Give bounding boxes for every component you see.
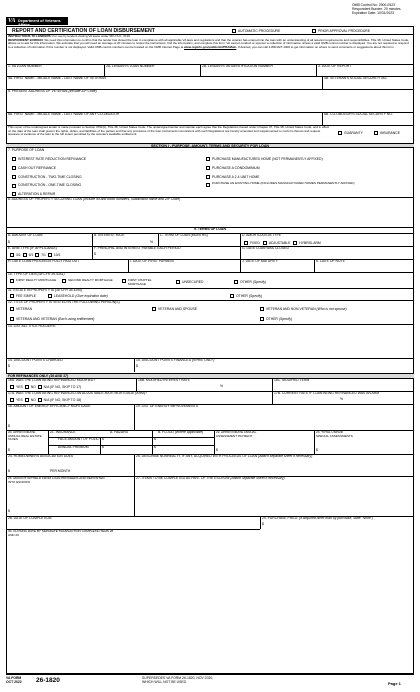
estate-other-checkbox[interactable] xyxy=(230,294,234,298)
purpose-existing-home-label: PURCHASE AN EXISTING HOME (INCLUDES MANUFACTURED HOMES PERMANENTLY AFFIXED) xyxy=(212,181,355,185)
estate-other-label: OTHER xyxy=(236,293,248,298)
terms-of-loan-label: 9. TERMS OF LOAN xyxy=(194,227,226,231)
purpose-manufactured[interactable] xyxy=(206,155,323,164)
page-number: Page 1 xyxy=(388,681,401,686)
hoa-dues-label: 24. HOMEOWNERS ASSOCIATION DUES xyxy=(8,454,74,458)
loan-modified-options xyxy=(10,385,81,390)
form-number: 26-1820 xyxy=(36,677,60,684)
form-label: VA FORM xyxy=(6,676,22,680)
vested-nonveteran-note: (Who is not spouse) xyxy=(316,306,347,311)
burden-text: We need this information to confirm that the lender has closed the loan in compliance with all applicable VA laws and regulations and that the veteran has entered into the loan with an understanding of all relevant requirements and responsibilities. Title 38, United States Code, allows us to ask for this information. We estimate that you will need an average of 20 minutes to review the instructions, find the information, and complete this form. VA cannot conduct or sponsor a collection of information unless a valid OMB control number is displayed. You are not required to respond to a collection of information if this number is not displayed. Valid OMB control numbers can be located on the OMB Internet Page at xyxy=(8,37,410,49)
prior-approval-option[interactable] xyxy=(312,29,370,34)
lien-other-label: OTHER xyxy=(240,279,252,284)
purpose-condo[interactable] xyxy=(206,164,323,173)
arm-type-label xyxy=(8,247,57,251)
purpose-existing-home[interactable] xyxy=(206,182,356,187)
supersedes-note xyxy=(142,676,213,685)
points-financed-note: (IRRRL ONLY) xyxy=(192,358,215,362)
certification-text: This report of the undersigned lender is made pursuant to Section 3702(c), Title 38, United States Code. The undersigned lender and veteran each agree that the Regulations issued under Chapter 37, Title 38, United States Code, and in effect on the date of the loan shall govern the rights, duties, and liabilities of the parties and that any provisions of the loan instruments inconsistent with such Regulations are hereby amended and supplemented to conform thereto and request issuance of evidence of the loan to the full extent permitted by the veteran's available entitlement. xyxy=(8,125,330,137)
hazard-label: A. HAZARD xyxy=(110,430,129,434)
taxes-dollar: $ xyxy=(8,448,10,452)
estate-text: 11. ESTATE IN PROPERTY IS xyxy=(8,288,55,292)
form-id xyxy=(6,676,22,684)
adjustable-label: ADJUSTABLE xyxy=(268,240,291,245)
omb-link[interactable]: www.reginfo.gov/public/do/PRAMain xyxy=(184,44,237,49)
title-holders-label: 13. LIST ALL TITLE HOLDERS: xyxy=(8,324,56,328)
date-loan-closed-label: G. DATE LOAN WAS CLOSED xyxy=(242,246,289,250)
form-frame xyxy=(6,26,414,674)
interest-rate-label: B. INTEREST RATE xyxy=(94,233,125,237)
refinances-note: (16 AND 17) xyxy=(49,374,68,378)
interest-rate-percent: % xyxy=(150,240,154,244)
lien-unsecured-checkbox[interactable] xyxy=(176,280,180,284)
estate-note: (38 CFR 36.4350) xyxy=(55,288,83,292)
prior-approval-label: PRIOR APPROVAL PROCEDURE xyxy=(318,28,371,33)
amount-dollar-sign: $ xyxy=(8,240,10,244)
lien-other[interactable] xyxy=(234,280,266,285)
purpose-two-time[interactable] xyxy=(12,173,86,182)
burden-heading: RESPONDENT BURDEN: xyxy=(8,37,44,42)
escrow-dollar: $ xyxy=(8,509,10,513)
insurance-option[interactable] xyxy=(374,131,400,136)
supersedes-text: SUPERSEDES VA FORM 26-1820, NOV 2020, xyxy=(142,676,214,680)
vested-veteran-label: VETERAN xyxy=(16,306,33,311)
purpose-of-loan-label: 7. PURPOSE OF LOAN xyxy=(8,148,45,152)
estate-fee-simple[interactable] xyxy=(10,294,36,299)
modified-yes-label: YES xyxy=(16,384,23,389)
date-of-report-label: 3. DATE OF REPORT xyxy=(318,64,352,68)
title-vested-label: 12. TITLE OF PROPERTY IS VESTED IN THE FOLLOWING PERSON(S) xyxy=(8,300,120,304)
vested-other-specify: (Specify) xyxy=(278,316,293,321)
refi-arm-yes-label: YES xyxy=(16,397,23,402)
purpose-cash-out-checkbox[interactable] xyxy=(12,166,16,170)
lien-first-realty-label: FIRST REALTY MORTGAGE xyxy=(16,278,57,282)
omb-control-number: OMB Control No. 2900-0523 xyxy=(352,3,395,7)
date-of-note-label: K. DATE OF NOTE xyxy=(316,259,345,263)
lien-type-label xyxy=(8,273,65,277)
veteran-address-note: (Include ZIP Code) xyxy=(68,89,97,93)
veteran-ssn-label: 4B. VETERAN'S SOCIAL SECURITY NO. xyxy=(324,76,388,80)
prior-approval-checkbox[interactable] xyxy=(312,29,316,33)
nonrealty-note: (Attach separate sheet if necessary) xyxy=(258,454,313,458)
modified-no-label: NO xyxy=(30,384,36,389)
vested-other-checkbox[interactable] xyxy=(260,317,264,321)
property-address-note: (Include lot and block numbers, subdivision name and ZIP Code) xyxy=(83,197,181,201)
vested-other[interactable] xyxy=(260,317,292,322)
purpose-irrrl[interactable] xyxy=(12,155,86,164)
refi-current-rate-label: 17B. CURRENT RATE IF LOAN BEING REFINANCED WAS AN ARM xyxy=(274,391,380,395)
purpose-existing-home-checkbox[interactable] xyxy=(206,183,210,187)
fee-simple-checkbox[interactable] xyxy=(10,294,14,298)
purpose-irrrl-checkbox[interactable] xyxy=(12,157,16,161)
leasehold-note: (Give expiration date) xyxy=(75,293,108,298)
annual-premium-label: ANNUAL PREMIUM xyxy=(58,445,89,449)
instructions-text: For use by lenders closing VA loans under 38 U.S.C. 3710. xyxy=(52,34,131,38)
lien-type-text: 10. TYPE OF LIEN xyxy=(8,272,37,276)
per-month-label: PER MONTH xyxy=(50,469,71,473)
lien-unsecured-label: UNSECURED xyxy=(182,279,204,284)
lien-first-chattel-checkbox[interactable] xyxy=(122,279,126,283)
insurance-checkbox[interactable] xyxy=(374,131,378,135)
amortization-options xyxy=(244,241,321,246)
refi-arm-yes-checkbox[interactable] xyxy=(10,398,14,402)
refi-arm-label: 17A. WAS THE LOAN BEING REFINANCED AN ADJUSTABLE-RATE MORTGAGE (ARM)? xyxy=(8,391,147,395)
refi-arm-no-checkbox[interactable] xyxy=(25,398,29,402)
modified-yes-checkbox[interactable] xyxy=(10,385,14,389)
adjustable-checkbox[interactable] xyxy=(263,241,267,245)
energy-mortgage-dollar: $ xyxy=(8,424,10,428)
guaranty-option[interactable] xyxy=(338,131,363,136)
energy-mortgage-label: 18. AMOUNT OF ENERGY EFFICIENCY MORTGAGE xyxy=(8,404,91,408)
amount-of-loan-label: A. AMOUNT OF LOAN xyxy=(8,233,43,237)
veteran-address-label xyxy=(8,90,97,94)
special-assessments-dollar: $ xyxy=(316,448,318,452)
hoa-dues-dollar: $ xyxy=(8,469,10,473)
unused-text: WHICH WILL NOT BE USED. xyxy=(142,680,188,685)
co-obligor-ssn-label: 6B. CO-OBLIGOR'S SOCIAL SECURITY NO. xyxy=(324,112,393,116)
purpose-left-list xyxy=(12,155,86,199)
arm-type-text: E. ARM TYPE xyxy=(8,246,30,250)
flood-label xyxy=(158,431,203,435)
purpose-one-time-label: CONSTRUCTION - ONE-TIME CLOSING xyxy=(18,183,82,188)
purpose-condo-label: PURCHASE A CONDOMINIUM xyxy=(212,165,260,170)
assessment-dollar: $ xyxy=(216,448,218,452)
arm-5-1-label: 5/1 xyxy=(28,252,34,257)
principal-interest-label: F. PRINCIPAL AND INTEREST PAYABLE EACH PERIOD xyxy=(94,246,181,250)
arm-7-1-checkbox[interactable] xyxy=(35,253,39,257)
refi-arm-no-label: NO xyxy=(30,397,36,402)
automatic-procedure-option[interactable] xyxy=(232,29,280,34)
section-1-title: SECTION I - PURPOSE, AMOUNT, TERMS AND SECURITY FOR LOAN xyxy=(6,143,414,148)
points-charged-dollar: $ xyxy=(8,364,10,368)
vested-veteran-spouse-label: VETERAN AND SPOUSE xyxy=(158,306,198,311)
vested-veteran-veteran-checkbox[interactable] xyxy=(10,317,14,321)
arm-type-options xyxy=(10,253,60,258)
purchase-price-note: (If acquired other than by purchase, state "None") xyxy=(298,516,374,520)
escrow-items-label xyxy=(136,477,285,481)
real-estate-taxes-label: 20. APPROXIMATE ANNUAL REAL ESTATE TAXES xyxy=(8,430,42,442)
lender-loan-number-label: 2A. LENDER'S LOAN NUMBER xyxy=(106,64,155,68)
points-financed-text: 15. DISCOUNT POINTS FINANCED xyxy=(136,358,192,362)
purpose-alteration-label: ALTERATION & REPAIR xyxy=(18,192,56,197)
modified-term-label: 16C. MODIFIED TERM xyxy=(274,378,310,382)
discount-points-financed-label xyxy=(136,359,214,363)
respondent-burden: Respondent Burden: 20 minutes xyxy=(352,6,401,11)
premium-hazard-dollar: $ xyxy=(102,445,104,449)
fixed-label: FIXED xyxy=(250,240,260,245)
purchase-price-dollar: $ xyxy=(262,522,264,526)
modified-na-checkbox[interactable] xyxy=(38,385,42,389)
face-flood-dollar: $ xyxy=(154,437,156,441)
arm-type-note: (IF APPLICABLE) xyxy=(30,246,57,250)
leasehold-label: LEASEHOLD xyxy=(54,293,75,298)
escrow-items-note: (Attach separate sheet if necessary) xyxy=(230,476,285,480)
fixed-checkbox[interactable] xyxy=(244,241,248,245)
instructions-block xyxy=(8,35,412,49)
fee-simple-label: FEE SIMPLE xyxy=(16,293,36,298)
nonrealty-text: 25. DESCRIBE NONREALTY, IF ANY, ACQUIRED WITH PROCEEDS OF LOAN xyxy=(136,454,258,458)
energy-improvements-label: 19. LIST OF ENERGY IMPROVEMENTS xyxy=(136,404,199,408)
modified-rate-label: 16B. MODIFIED INTEREST RATE xyxy=(138,378,190,382)
face-hazard-dollar: $ xyxy=(102,437,104,441)
vested-veteran-checkbox[interactable] xyxy=(10,307,14,311)
completion-date-label: 28. DATE OF COMPLETION xyxy=(8,516,52,520)
arm-7-1-label: 7/1 xyxy=(41,252,46,257)
refi-arm-options xyxy=(10,398,81,403)
estate-other[interactable] xyxy=(230,294,262,299)
lien-first-realty-checkbox[interactable] xyxy=(10,279,14,283)
special-assessments-label: 23. TOTAL UNPAID SPECIAL ASSESSMENTS xyxy=(316,430,353,438)
vested-veteran-spouse[interactable] xyxy=(152,307,197,312)
vested-veteran-veteran[interactable] xyxy=(10,317,94,322)
purpose-manufactured-label: PURCHASE MANUFACTURED HOME (NOT PERMANENTLY AFFIXED) xyxy=(212,157,323,161)
guaranty-label: GUARANTY xyxy=(344,130,363,135)
agency-name: Department of Veterans Affairs xyxy=(18,19,61,27)
form-title: REPORT AND CERTIFICATION OF LOAN DISBURSEMENT xyxy=(12,28,155,34)
lien-unsecured[interactable] xyxy=(176,280,203,285)
purpose-2-4-unit-label: PURCHASE A 2-4 UNIT HOME xyxy=(212,174,260,179)
vested-veteran-nonveteran[interactable] xyxy=(260,307,347,312)
insurance-label: INSURANCE xyxy=(380,130,400,135)
leasehold-checkbox[interactable] xyxy=(48,294,52,298)
lien-second-realty-label: SECOND REALTY MORTGAGE xyxy=(68,278,113,282)
guaranty-checkbox[interactable] xyxy=(338,131,342,135)
separate-transaction-label: 30. CLOSING DATE BY SEPARATE TRANSACTION COMPLETE ITEMS 28 AND 29 xyxy=(8,529,114,537)
veteran-address-text: 5. PRESENT ADDRESS OF VETERAN xyxy=(8,89,68,93)
arm-5-1-checkbox[interactable] xyxy=(23,253,27,257)
property-address-label xyxy=(8,198,180,202)
first-payment-date-label: I. DATE OF FIRST PAYMENT xyxy=(130,259,175,263)
estate-label xyxy=(8,289,82,293)
veteran-name-label: 4A. FIRST NAME - MIDDLE NAME - LAST NAME OF VETERAN xyxy=(8,76,106,80)
purpose-2-4-unit-checkbox[interactable] xyxy=(206,175,210,179)
purpose-one-time[interactable] xyxy=(12,181,86,190)
proceeds-paid-date-label: H. DATE LOAN PROCEEDS FULLY PAID OUT xyxy=(8,259,80,263)
modified-na-label: N/A (IF NO, SKIP TO 17) xyxy=(43,384,82,389)
refinances-title: FOR REFINANCES ONLY xyxy=(8,374,49,378)
purpose-condo-checkbox[interactable] xyxy=(206,166,210,170)
purpose-irrrl-label: INTEREST RATE REDUCTION REFINANCE xyxy=(18,157,87,161)
premium-flood-dollar: $ xyxy=(154,445,156,449)
purpose-two-time-checkbox[interactable] xyxy=(12,175,16,179)
lien-other-specify: (Specify) xyxy=(252,279,267,284)
vested-veteran-nonveteran-checkbox[interactable] xyxy=(260,307,264,311)
va-header-bar xyxy=(6,17,68,25)
burden-tail: . If desired, you can call 1-800-827-1000 to get information on where to send comments or suggestions about this form. xyxy=(236,44,395,49)
property-address-text: 8. ADDRESS OF PROPERTY SECURING LOAN xyxy=(8,197,83,201)
purpose-alteration-checkbox[interactable] xyxy=(12,192,16,196)
expiration-date: Expiration Date: 10/31/2023 xyxy=(352,10,395,15)
refi-current-rate-percent: % xyxy=(340,397,344,401)
instructions-heading: INSTRUCTIONS TO LENDERS: xyxy=(8,34,52,38)
escrow-items-text: 27. ITEMS TO BE COMPLETED AS PART OF THE ESCROW xyxy=(136,476,230,480)
hybrid-arm-checkbox[interactable] xyxy=(293,241,297,245)
flood-text: B. FLOOD xyxy=(158,430,174,434)
vested-veteran-spouse-checkbox[interactable] xyxy=(152,307,156,311)
lien-type-note: (38 CFR 36.4351) xyxy=(37,272,65,276)
vested-veteran[interactable] xyxy=(10,307,32,312)
refi-arm-na-checkbox[interactable] xyxy=(38,398,42,402)
vested-other-label: OTHER xyxy=(266,316,278,321)
lender-va-id-label: 2B. LENDER'S VA IDENTIFICATION NUMBER xyxy=(202,64,273,68)
vested-veteran-nonveteran-label: VETERAN AND NON-VETERAN xyxy=(266,306,316,311)
vested-veteran-veteran-note: (Each using entitlement) xyxy=(57,316,95,321)
estate-leasehold[interactable] xyxy=(48,294,108,299)
loan-modified-label: 16A. WAS THE LOAN BEING REFINANCED MODIFIED? xyxy=(8,378,96,382)
lien-second-realty-checkbox[interactable] xyxy=(62,279,66,283)
purpose-manufactured-checkbox[interactable] xyxy=(206,157,210,161)
purpose-cash-out-label: CASH OUT REFINANCE xyxy=(18,165,56,170)
refi-arm-na-label: N/A (IF NO, SKIP TO 18) xyxy=(43,397,82,402)
va-loan-number-label: 1. VA LOAN NUMBER xyxy=(8,64,42,68)
face-amount-label: FACE AMOUNT OF POLICY xyxy=(58,437,102,441)
estate-other-specify: (Specify) xyxy=(248,293,263,298)
purchase-price-text: 29. PURCHASE PRICE xyxy=(262,516,298,520)
vested-veteran-veteran-label: VETERAN AND VETERAN xyxy=(16,316,57,321)
escrow-amount-label: 26. AMOUNT WITHELD FROM LOAN PROCEEDS AND DEPOSITED INTO ESCROW xyxy=(8,476,105,484)
lien-first-chattel[interactable] xyxy=(122,279,170,286)
purchase-price-label xyxy=(262,517,373,521)
points-financed-dollar: $ xyxy=(136,364,138,368)
maturity-date-label: J. DATE OF MATURITY xyxy=(242,259,279,263)
va-logo: VA xyxy=(8,17,16,24)
lien-first-realty[interactable] xyxy=(10,279,60,283)
purpose-one-time-checkbox[interactable] xyxy=(12,184,16,188)
co-obligor-name-label: 6A. FIRST NAME - MIDDLE NAME - LAST NAME OF ANY CO-OBLIGOR xyxy=(8,112,120,116)
automatic-procedure-label: AUTOMATIC PROCEDURE xyxy=(238,28,281,33)
annual-assessment-label: 22. APPROXIMATE ANNUAL ASSESSMENT PAYMENT xyxy=(216,430,257,438)
omb-block xyxy=(352,4,414,16)
purpose-two-time-label: CONSTRUCTION - TWO-TIME CLOSING xyxy=(18,174,82,179)
arm-3-1-checkbox[interactable] xyxy=(10,253,14,257)
lien-other-checkbox[interactable] xyxy=(234,280,238,284)
discount-points-charged-label: 14. DISCOUNT POINTS CHARGED xyxy=(8,358,63,362)
amortization-type-label: D. AMORTIZATION TYPE xyxy=(242,233,282,237)
arm-10-1-checkbox[interactable] xyxy=(48,253,52,257)
lien-second-realty[interactable] xyxy=(62,279,116,283)
arm-10-1-label: 10/1 xyxy=(53,252,61,257)
insurance-label: 21. INSURANCE xyxy=(50,430,76,434)
form-date: OCT 2022 xyxy=(6,680,22,685)
principal-dollar-sign: $ xyxy=(94,252,96,256)
modified-no-checkbox[interactable] xyxy=(25,385,29,389)
hybrid-arm-label: HYBRID-ARM xyxy=(299,240,321,245)
lien-first-chattel-label: FIRST CHATTEL MORTGAGE xyxy=(128,278,152,286)
term-of-loan-label: C. TERM OF LOAN (MONTHS) xyxy=(160,233,208,237)
flood-note: (Where applicable) xyxy=(174,430,204,434)
purpose-right-list xyxy=(206,155,323,181)
arm-3-1-label: 3/1 xyxy=(16,252,21,257)
nonrealty-label xyxy=(136,455,312,459)
automatic-procedure-checkbox[interactable] xyxy=(232,29,236,33)
modified-rate-percent: % xyxy=(220,384,224,388)
purpose-cash-out[interactable] xyxy=(12,164,86,173)
